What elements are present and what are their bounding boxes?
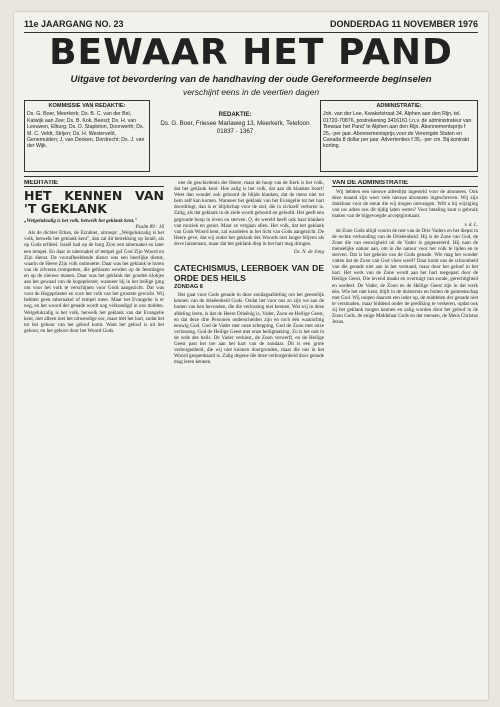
- meditation-headline: HET KENNEN VAN 'T GEKLANK: [24, 188, 164, 217]
- section-label-meditatie: MEDITATIE: [24, 180, 164, 187]
- administration-signature: v. d. L.: [464, 221, 478, 228]
- section-label-administratie: VAN DE ADMINISTRATIE: [332, 180, 478, 187]
- meditation-quote: „Welgelukzalig is het volk, hetwelk het geklank kent.": [24, 218, 138, 225]
- meditation-continued: niet de geschiedenis der Heere, maar de hoop van de Kerk is het volk, dat het geklank kent. Hoe zalig is het volk, dat aan dit klanken hoort! Weet dan wonder ook geboord de blijde klanken, dat de mens niet tot hem zelf kan komen. Wanneer het geklank van het Evangelie tot het hart doordringt, dan is er blijdschap voor de ziel, die in zichzelf verloren is. Zalig, als dat geklank in de ziele wordt gehoord en geloofd. Het geeft een gegronde hoop in leven en sterven. O, de wereld heeft ook haar klanken van muziek en genot. Maar ze vergaan allen. Het volk, dat het geklank van Gods Woord kent, zal wandelen in het licht van Gods aangezicht. De Heere geve, dat wij onder het geklank des Woords niet langer blijven als dove luisteraars, maar dat het geklank diep in het hart mag dringen.: [174, 180, 324, 247]
- editorial-committee-text: Ds. G. Boer, Meerkerk; Ds. B. C. van der Bel, Katwijk aan Zee; Ds. B. Kok, Beesd; Ds. H. van Leeuwen, Elburg; Ds. D. Stapleton, Doorwerth; Ds. M. C. Veldt, Strijen; Ds. H. Westerveld, Genemuiden; J. van Denken, Dordrecht; Ds. J. van der Wijk.: [27, 111, 145, 150]
- administration-heading: ADMINISTRATIE:: [376, 103, 422, 109]
- issue-number: 11e JAARGANG NO. 23: [24, 19, 124, 29]
- catechism-continued: de Zone Gods altijd voorin de rest van de Drie Vaders en het diepst in de rechte verhouding van de Drieëenheid. Hij is de Zone van God, de Zone die van eeuwigheid uit de Vader is gegenereerd. Hij nam de menselijke natuur aan, om in die natuur voor het volk te lijden en te sterven. Dat is het geheim van de Gods genade. Wie mag het wonder vatten dat de Zoon van God vlees werd? Daar komt ons de schoonheid van die genade niet aan in het verstand, maar door het geloof in het hart. Het werk van de Zone wordt aan het hart toegepast door de Heilige Geest, Die levend maakt en overtuigt van zonde, gerechtigheid en oordeel. De Vader, de Zoon en de Heilige Geest zijn in dat werk één. Wie het niet kent, blijft in de duisternis en buiten de gemeenschap met God. Wij roepen daarom een ieder op, de middelen der genade niet te versmaden, maar biddend onder de prediking te verkeren, opdat ook zij het geklank mogen kennen en zalig worden door het geloof in de Zoon Gods, de enige Middelaar Gods en der mensen, de Mens Christus Jezus.: [332, 227, 478, 326]
- meditation-reference: Psalm 89 : 16: [135, 224, 164, 231]
- issue-date: DONDERDAG 11 NOVEMBER 1976: [329, 19, 478, 29]
- administration-body: Wij hebben een nieuwe adreslijst ingesteld voor de abonnees. Ook deze maand zijn weer vele nieuwe abonnees ingeschreven. Wij zijn dankbaar voor de steun die wij mogen ontvangen. Wilt u bij wijziging van uw adres ons dit tijdig laten weten? Voor betaling kunt u gebruik maken van de bijgevoegde acceptgirokaart.: [332, 189, 478, 220]
- frequency-note: verschijnt eens in de veertien dagen: [182, 87, 320, 97]
- top-bar: [24, 18, 478, 33]
- column-meditation: [24, 180, 164, 692]
- catechism-subheading: ZONDAG 8: [174, 284, 203, 291]
- administration-text: Joh. van der Lee, Kwaketstraat 34, Alphen aan den Rijn, tel. 01720-70876, postrekening 3416161 t.n.v. de administrateur van 'Bewaar het Pand' te Alphen aan den Rijn. Abonnementsprijs f 25,- per jaar. Abonnementsprijs voor de Verenigde Staten en Canada 8 dollar per jaar. Advertenties f 35,- per cm. Bij kontrakt korting.: [323, 111, 472, 150]
- editorial-committee-heading: KOMMISSIE VAN REDAKTIE:: [48, 103, 126, 109]
- newspaper-page: [14, 12, 488, 700]
- header-divider: [24, 176, 478, 177]
- meditation-signature: Ds. N. de Jong: [293, 249, 324, 256]
- catechism-body: Het gaat voor Gods genade in deze zondagsafdeling om het geestelijk kennen van de drieëenheid Gods. Ondat het voor ons zo zijn we aan de harten van hen bevonden, die die verlossing niet kennen. Wat wij in deze afdeling leren, is dat de Heere Drieënig is, Vader, Zoon en Heilige Geest, en dat deze drie Personen onderscheiden zijn en toch één waarachtig eeuwig God. God de Vader met onze schepping, God de Zoon met onze verlossing, God de Heilige Geest met onze heiligmaking. Zo is het ook in de orde des heils. De Vader verkiest, de Zoon verwerft, en de Heilige Geest past het toe aan het hart van de zondaar. Dit is een grote verborgenheid, die wij niet kunnen doorgronden, maar die ons in het Woord geopenbaard is. Zalig degene die deze verborgenheid door genade mag leren kennen.: [174, 292, 324, 366]
- editorial-committee-box: [24, 100, 150, 172]
- editor-heading: REDAKTIE:: [218, 112, 252, 118]
- meditation-body: Als de dichter Ethan, de Ezrahiet, uitroept: „Welgelukzalig is het volk, hetwelk het geklank kent", dan zal dit betrekking op Israël, als op Gods erfdeel. Israël had op de burg Zion een tabernakel en later een tempel. En daar in tabernakel of tempel gaf God Zijn Woord en Zijn dienst. De voorafbeeldende dienst was een heerlijke dienst, waarin de Heere Zijn volk ontmoette. Daar was het geklank te horen van de zilveren trompetten, die geblazen werden op de feestdagen en op de nieuwe manen. Daar was het geklank der gouden klokjes aan het gewaad van de hogepriester, wanneer hij in het heilige ging om voor het volk te verschijnen voor Gods aangezicht. Dat was voor de Hogepriester en voor het volk van het grootste gewicht. Wij hebben geen tabernakel of tempel meer. Maar het Evangelie is er nog, en het woord der genade wordt nog verkondigd in ons midden. Welgelukzalig is het volk, hetwelk het geklank van dat Evangelie kent, niet alleen met het uitwendige oor, maar met het hart, zodat het tot het gehoor van het geloof komt. Want het geloof is uit het gehoor, en het gehoor door het Woord Gods.: [24, 230, 164, 334]
- column-middle: [174, 180, 324, 692]
- administration-box: [320, 100, 478, 172]
- editor-box: [160, 100, 310, 172]
- tagline: Uitgave tot bevordering van de handhaving der oude Gereformeerde beginselen: [70, 74, 432, 85]
- column-administration: [332, 180, 478, 692]
- editor-text: Ds. G. Boer, Friesee Marlaweg 13, Meerkerk, Telefoon 01837 - 1367: [160, 120, 310, 136]
- masthead-title: BEWAAR HET PAND: [49, 32, 453, 73]
- catechism-headline: CATECHISMUS, LEERBOEK VAN DE ORDE DES HEILS: [174, 263, 324, 284]
